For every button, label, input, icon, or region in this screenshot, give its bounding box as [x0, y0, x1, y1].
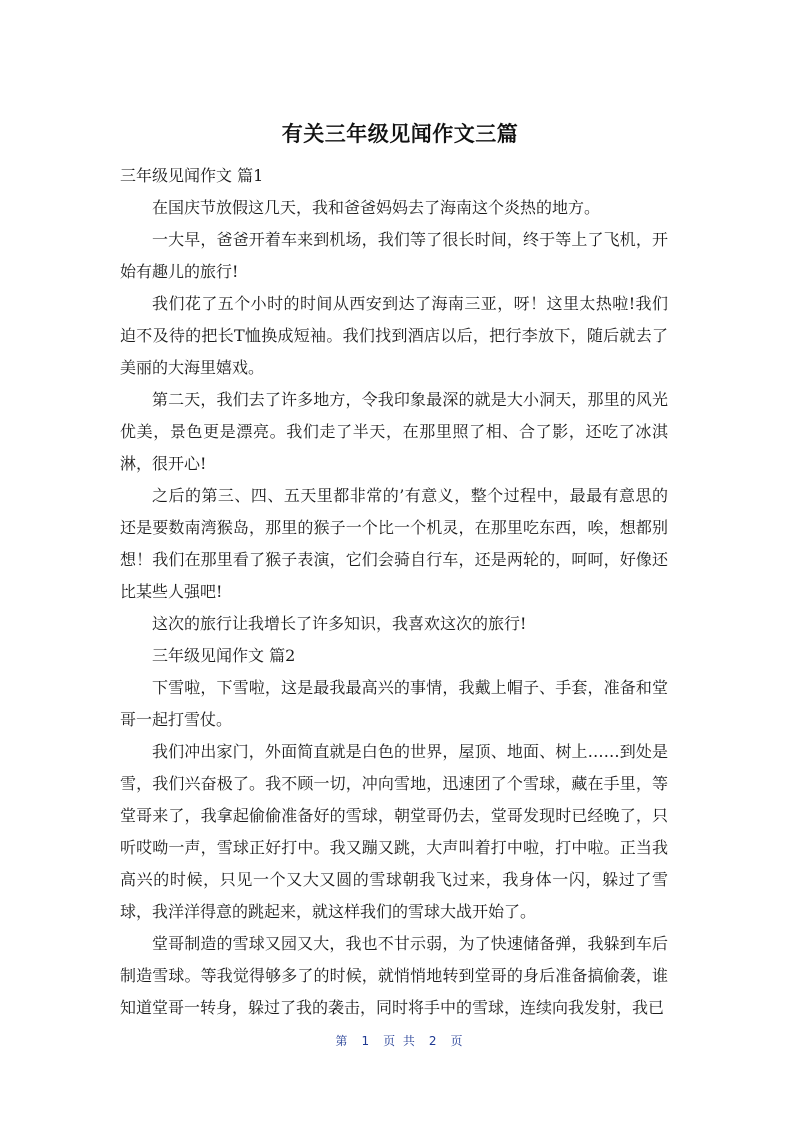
paragraph: 一大早，爸爸开着车来到机场，我们等了很长时间，终于等上了飞机，开始有趣儿的旅行!: [120, 230, 668, 281]
paragraph: 这次的旅行让我增长了许多知识，我喜欢这次的旅行!: [152, 614, 527, 633]
section-heading-1: 三年级见闻作文 篇1: [120, 166, 264, 185]
paragraph: 我们冲出家门，外面简直就是白色的世界，屋顶、地面、树上……到处是雪，我们兴奋极了。我不顾一切，冲向雪地，迅速团了个雪球，藏在手里，等堂哥来了，我拿起偷偷准备好的雪球，朝堂哥仍去，堂哥发现时已经晚了，只听哎呦一声，雪球正好打中。我又蹦又跳，大声叫着打中啦，打中啦。正当我高兴的时候，只见一个又大又圆的雪球朝我飞过来，我身体一闪，躲过了雪球，我洋洋得意的跳起来，就这样我们的雪球大战开始了。: [120, 742, 668, 921]
page-label-prefix: 第: [335, 1034, 350, 1048]
paragraph: 堂哥制造的雪球又园又大，我也不甘示弱，为了快速储备弹，我躲到车后制造雪球。等我觉得够多了的时候，就悄悄地转到堂哥的身后准备搞偷袭，谁知道堂哥一转身，躲过了我的袭击，同时将手中的雪球，连续向我发射，我已: [120, 934, 668, 1017]
page-number: 1: [361, 1034, 372, 1048]
document-title: 有关三年级见闻作文三篇: [281, 122, 519, 146]
paragraph: 我们花了五个小时的时间从西安到达了海南三亚，呀！这里太热啦!我们迫不及待的把长T恤换成短袖。我们找到酒店以后，把行李放下，随后就去了美丽的大海里嬉戏。: [120, 294, 668, 377]
document-body: [120, 160, 668, 1024]
paragraph: 在国庆节放假这几天，我和爸爸妈妈去了海南这个炎热的地方。: [152, 198, 601, 217]
page-label-mid: 页 共: [383, 1034, 417, 1048]
paragraph: 下雪啦，下雪啦，这是最我最高兴的事情，我戴上帽子、手套，准备和堂哥一起打雪仗。: [120, 678, 668, 729]
page-total: 2: [428, 1034, 439, 1048]
page-label-suffix: 页: [450, 1034, 465, 1048]
page-footer: [0, 1032, 800, 1049]
paragraph: 之后的第三、四、五天里都非常的’有意义，整个过程中，最最有意思的还是要数南湾猴岛，那里的猴子一个比一个机灵，在那里吃东西，唉，想都别想！我们在那里看了猴子表演，它们会骑自行车，还是两轮的，呵呵，好像还比某些人强吧!: [120, 486, 668, 601]
section-heading-2: 三年级见闻作文 篇2: [152, 646, 296, 665]
paragraph: 第二天，我们去了许多地方，令我印象最深的就是大小洞天，那里的风光优美，景色更是漂亮。我们走了半天，在那里照了相、合了影，还吃了冰淇淋，很开心!: [120, 390, 668, 473]
